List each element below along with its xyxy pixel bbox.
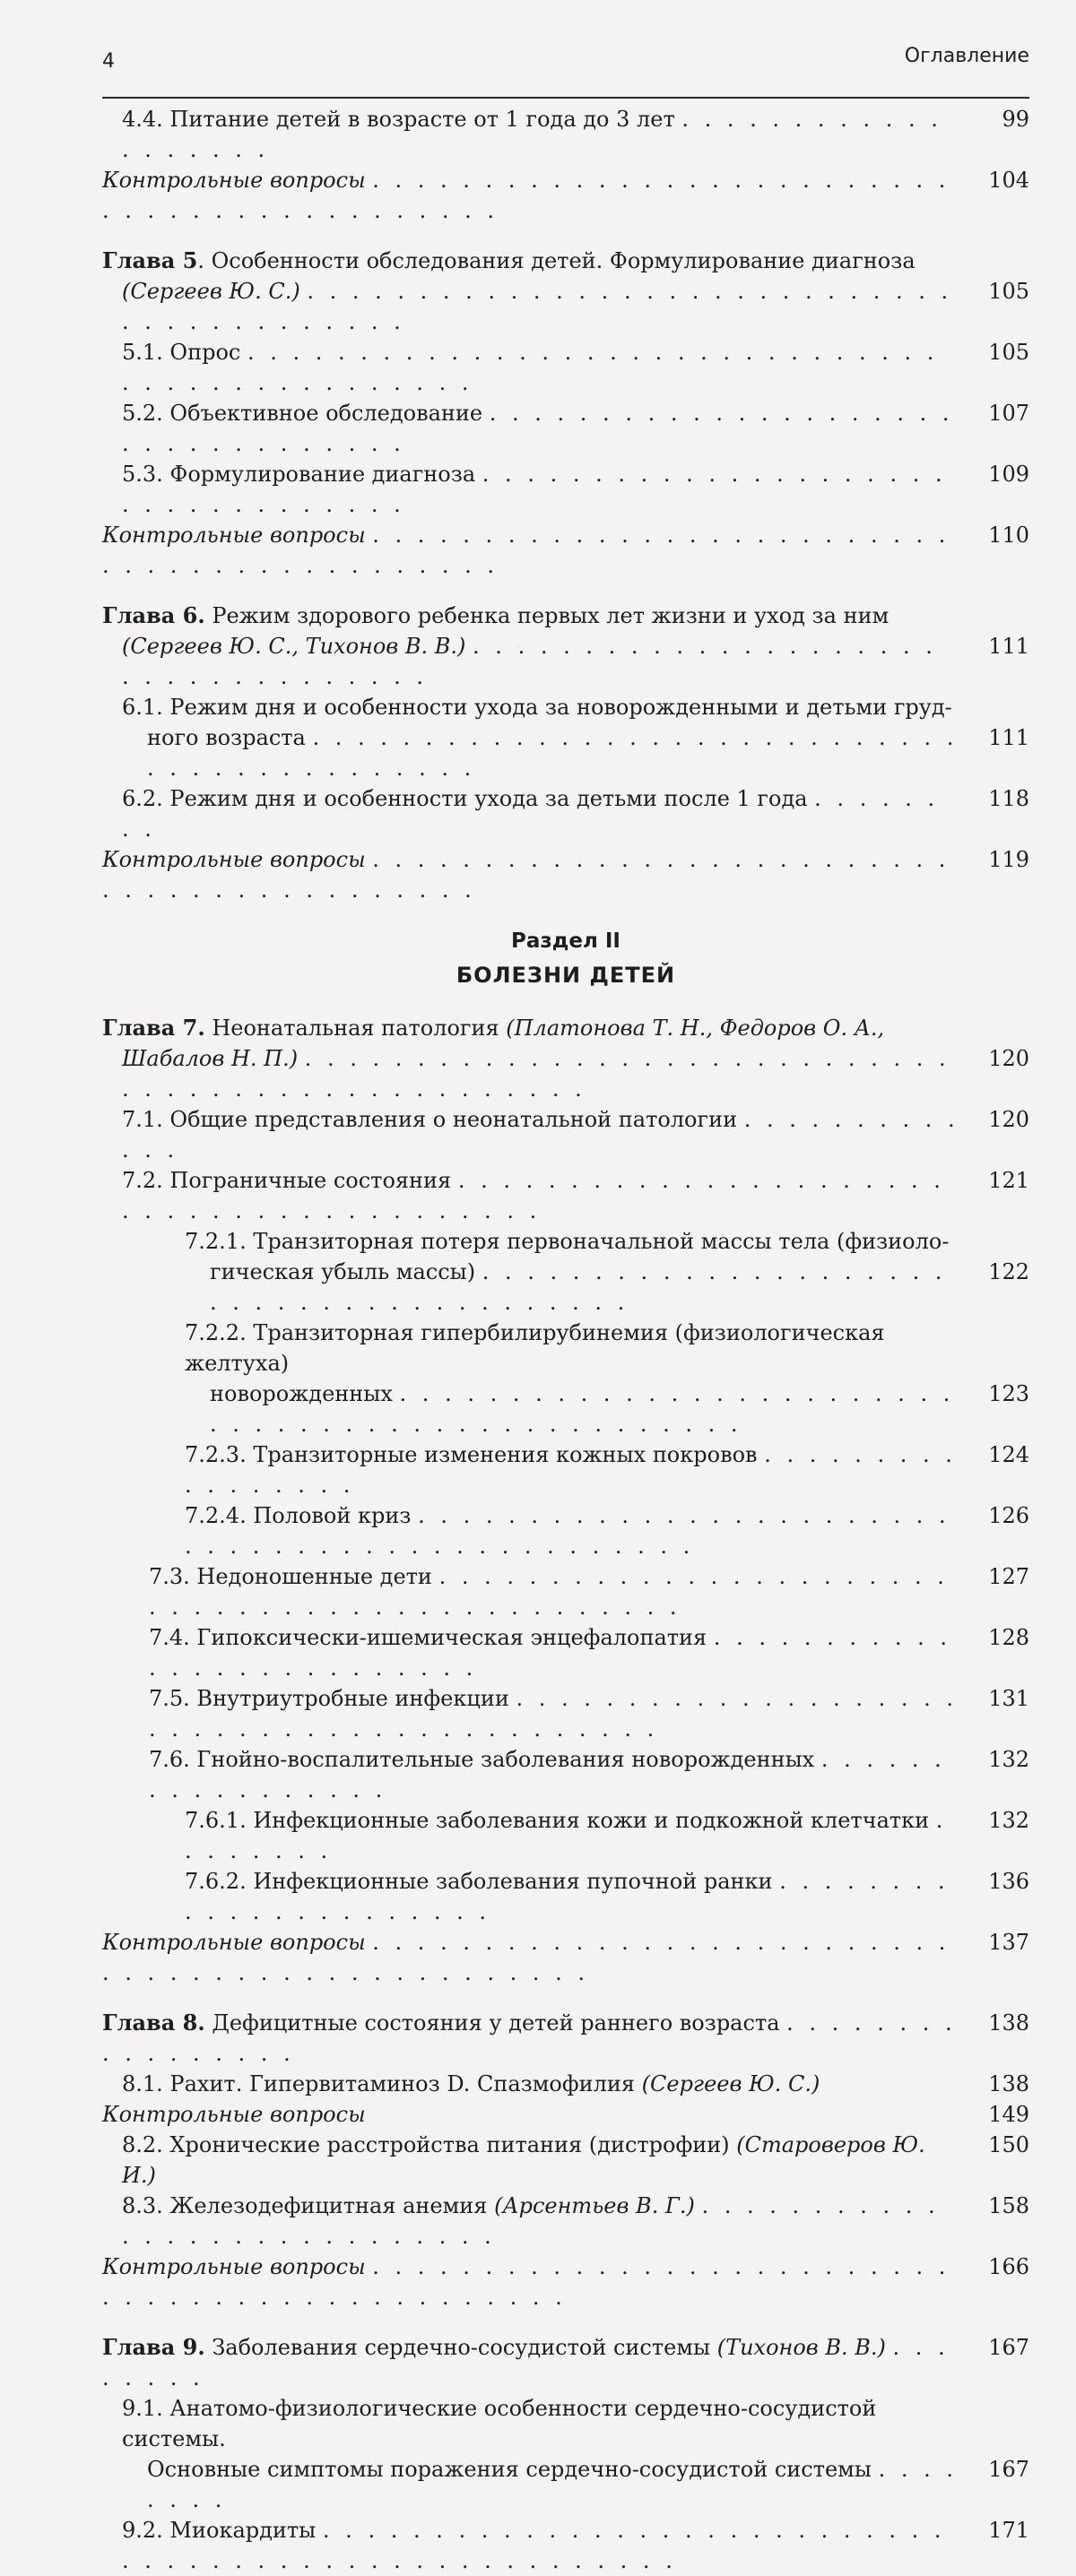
- leader-dots: . . . . . . . .: [102, 2335, 950, 2390]
- chapter-author: Шабалов Н. П.): [122, 1046, 299, 1071]
- leader-dots: . . . . . . . . . . . . . . . . . . . . . . . . . . . . . . . . . . .: [122, 634, 937, 689]
- leader-dots: . . . . . . . . . . . . . . . . . . . . . . . . . . . . . . . . . . . . . . . . . . . . . . . . . .: [122, 1046, 950, 1102]
- page-ref: 118: [988, 786, 1029, 811]
- review-questions: [102, 1927, 1029, 1988]
- page-ref: 149: [988, 2102, 1029, 2127]
- page-ref: 132: [988, 1808, 1029, 1833]
- leader-dots: . . . . . . . . . . . . . . . . . . . . . . . . . . . . . . . . . . . . . . . . . . . . . . . . .: [210, 1381, 955, 1437]
- page-ref: 122: [988, 1259, 1029, 1284]
- leader-dots: . . . . . . . . . . . . . . . . . . . . . . . . . . . . . . . . . . . . . . . . . . . . . . . . . . . . .: [122, 2518, 946, 2573]
- page-header: [102, 39, 1029, 99]
- questions-label: Контрольные вопросы: [102, 523, 366, 548]
- questions-label: Контрольные вопросы: [102, 168, 366, 193]
- chapter-author: (Тихонов В. В.): [716, 2335, 886, 2360]
- page-ref: 136: [988, 1869, 1029, 1894]
- leader-dots: . . . . . . . . . . . . . . . . .: [102, 2010, 957, 2066]
- page-ref: 128: [988, 1625, 1029, 1650]
- entry-title: 5.2. Объективное обследование: [122, 401, 483, 426]
- entry-title: 6.1. Режим дня и особенности ухода за новорожденными и детьми груд-: [122, 695, 952, 720]
- section-number: Раздел II: [511, 929, 620, 953]
- entry-title: 8.3. Железодефицитная анемия: [122, 2193, 495, 2218]
- toc-entry: [102, 1561, 1029, 1622]
- review-questions: [102, 2099, 1029, 2130]
- chapter-heading: [102, 1013, 1029, 1043]
- page-ref: 138: [988, 2071, 1029, 2096]
- leader-dots: . . . . . . . .: [185, 1808, 948, 1863]
- leader-dots: . . . . . . . . . . . . . . . . . . . . . . . . . . . . . . . . . . . . . . . . . . . . . . .: [102, 2254, 950, 2310]
- page-ref: 167: [988, 2457, 1029, 2482]
- chapter-label: Глава 5: [102, 247, 198, 273]
- entry-title: 9.2. Миокардиты: [122, 2518, 317, 2543]
- entry-title: 7.5. Внутриутробные инфекции: [149, 1686, 509, 1711]
- toc-entry-continuation: [102, 1379, 1029, 1439]
- page-ref: 131: [988, 1686, 1029, 1711]
- entry-title: 9.1. Анатомо-физиологические особенности сердечно-сосудистой системы.: [122, 2396, 877, 2451]
- questions-label: Контрольные вопросы: [102, 1930, 366, 1955]
- entry-title: 7.2. Пограничные состояния: [122, 1168, 452, 1193]
- leader-dots: . . . . . . . . . . . . . . . . . . .: [122, 107, 942, 162]
- page-ref: 127: [988, 1564, 1029, 1589]
- page-ref: 137: [988, 1930, 1029, 1955]
- toc-entry: [102, 1104, 1029, 1165]
- leader-dots: . . . . . . . . . . . . . . . . . . . . . . . . . . . . . . . . . . . . . . . . . . . . . . .: [149, 1564, 949, 1620]
- chapter-heading: [102, 601, 1029, 631]
- page-ref: 107: [988, 401, 1029, 426]
- toc-entry: [102, 1683, 1029, 1744]
- leader-dots: . . . . . . . . . . . . . . . . .: [185, 1442, 957, 1498]
- entry-title: 7.6. Гнойно-воспалительные заболевания новорожденных: [149, 1747, 815, 1772]
- page-ref: 111: [988, 634, 1029, 659]
- leader-dots: . . . . . . . . . . . . . . . . .: [149, 1747, 946, 1802]
- toc-entry: [102, 104, 1029, 165]
- leader-dots: . . . . . . . . . . . . .: [122, 1107, 959, 1163]
- leader-dots: . . . . . . . . . . . . . . . . . . . . . . . . . . . . . . . . . . . . . . . . . . . .: [102, 523, 950, 578]
- toc-entry: [102, 2393, 1029, 2454]
- leader-dots: . . . . . . . . . . . . . . . . . . . . . . . . . . . . . . . . . .: [122, 462, 947, 517]
- entry-title-cont: новорожденных: [210, 1381, 393, 1406]
- page-number: 4: [102, 50, 115, 73]
- page-ref: 105: [988, 340, 1029, 365]
- chapter-heading: [102, 2332, 1029, 2393]
- toc-entry: [102, 1622, 1029, 1683]
- leader-dots: . . . . . . . . . . . . . . . . . . . . . .: [185, 1869, 950, 1924]
- running-title: Оглавление: [904, 45, 1029, 67]
- entry-title: 6.2. Режим дня и особенности ухода за детьми после 1 года: [122, 786, 808, 811]
- leader-dots: . . . . . . . . . . . . . . . . . . . . . . . . . . . . . . . . . . . . . . . . . . . . . . . .: [102, 1930, 950, 1985]
- review-questions: [102, 844, 1029, 905]
- page-ref: 150: [988, 2132, 1029, 2157]
- entry-title: 7.4. Гипоксически-ишемическая энцефалопатия: [149, 1625, 707, 1650]
- page-ref: 158: [988, 2193, 1029, 2218]
- chapter-heading: [102, 246, 1029, 276]
- toc-entry: [102, 1744, 1029, 1805]
- leader-dots: . . . . . . . . . . . . . . . . . . . . . . . . . . . . . . . . . . . . . . . . . .: [122, 279, 953, 334]
- chapter-label: Глава 6.: [102, 602, 205, 628]
- page-ref: 105: [988, 279, 1029, 304]
- toc-entry: [102, 1805, 1029, 1866]
- chapter-author-line: [102, 276, 1029, 337]
- leader-dots: . . . . . . . . . . . . . . . . . . . . . . . . . . . . . . . . . . . . . . . .: [210, 1259, 947, 1315]
- toc-entry-continuation: [102, 722, 1029, 783]
- page-ref: 120: [988, 1046, 1029, 1071]
- toc-entry: [102, 1318, 1029, 1379]
- chapter-title: Неонатальная патология: [204, 1016, 507, 1041]
- review-questions: [102, 2252, 1029, 2312]
- leader-dots: . . . . . . . . . . . . . . . . . . . . . . . . . . . . . . . . . . . . . . . . . . . . . . .: [122, 340, 939, 395]
- entry-title: 7.2.1. Транзиторная потеря первоначальной массы тела (физиоло-: [185, 1229, 950, 1254]
- entry-title: 7.3. Недоношенные дети: [149, 1564, 432, 1589]
- entry-title: 7.1. Общие представления о неонатальной патологии: [122, 1107, 738, 1132]
- toc-entry: [102, 1866, 1029, 1927]
- entry-title: 7.2.2. Транзиторная гипербилирубинемия (физиологическая желтуха): [185, 1320, 885, 1376]
- leader-dots: . . . . . . . .: [122, 786, 940, 842]
- toc-entry: [102, 692, 1029, 722]
- leader-dots: . . . . . . . . . . . . . . . . . . . . . . . . . . . . . . . . . . . . . . . . . . . . . . .: [185, 1503, 950, 1559]
- page-ref: 99: [1002, 107, 1029, 132]
- page-ref: 138: [988, 2010, 1029, 2036]
- leader-dots: . . . . . . . . . . . . . . . . . . . . . . . . . . . . . . . . . .: [122, 401, 954, 456]
- entry-title: 8.2. Хронические расстройства питания (дистрофии): [122, 2132, 737, 2157]
- toc-entry: [102, 459, 1029, 520]
- entry-title-cont: Основные симптомы поражения сердечно-сосудистой системы: [147, 2457, 872, 2482]
- entry-title: 7.2.4. Половой криз: [185, 1503, 412, 1528]
- chapter-label: Глава 9.: [102, 2334, 205, 2360]
- toc-entry: [102, 2130, 1029, 2191]
- entry-author: (Староверов Ю. И.): [122, 2132, 925, 2188]
- toc-entry-continuation: [102, 1257, 1029, 1318]
- chapter-author-line: [102, 631, 1029, 692]
- page-ref: 124: [988, 1442, 1029, 1467]
- toc-entry: [102, 2191, 1029, 2252]
- entry-title-cont: ного возраста: [147, 725, 306, 750]
- page-ref: 167: [988, 2335, 1029, 2360]
- toc-entry: [102, 337, 1029, 398]
- questions-label: Контрольные вопросы: [102, 847, 366, 872]
- entry-title: 7.6.1. Инфекционные заболевания кожи и подкожной клетчатки: [185, 1808, 930, 1833]
- page-ref: 166: [988, 2254, 1029, 2279]
- chapter-heading: [102, 2008, 1029, 2069]
- entry-title: 7.6.2. Инфекционные заболевания пупочной ранки: [185, 1869, 773, 1894]
- page-ref: 171: [988, 2518, 1029, 2543]
- entry-author: (Сергеев Ю. С.): [641, 2071, 820, 2096]
- chapter-title: . Особенности обследования детей. Формулирование диагноза: [197, 248, 915, 273]
- leader-dots: . . . . . . . . . . . . . . . . . . . . . . . . . . . . . . . . . . . . . . . . . . . .: [147, 725, 959, 781]
- page-ref: 121: [988, 1168, 1029, 1193]
- toc-entry: [102, 1165, 1029, 1226]
- chapter-author: (Платонова Т. Н., Федоров О. А.,: [506, 1016, 885, 1041]
- entry-title: 7.2.3. Транзиторные изменения кожных покровов: [185, 1442, 758, 1467]
- chapter-label: Глава 8.: [102, 2010, 205, 2036]
- page-ref: 104: [988, 168, 1029, 193]
- toc-entry: [102, 1500, 1029, 1561]
- page-ref: 109: [988, 462, 1029, 487]
- chapter-author: (Сергеев Ю. С.): [122, 279, 300, 304]
- entry-title: 8.1. Рахит. Гипервитаминоз D. Спазмофилия: [122, 2071, 642, 2096]
- chapter-title: Дефицитные состояния у детей раннего возраста: [204, 2010, 780, 2036]
- leader-dots: . . . . . . . . . . . . . . . . . . . . . . . . . . . . . . . . . . . . . . . . .: [122, 1168, 945, 1223]
- leader-dots: . . . . . . . . . . . . . . . . . . . . . . . . . .: [149, 1625, 952, 1681]
- page-ref: 126: [988, 1503, 1029, 1528]
- page-ref: 123: [988, 1381, 1029, 1406]
- chapter-title: Режим здорового ребенка первых лет жизни и уход за ним: [204, 603, 889, 628]
- questions-label: Контрольные вопросы: [102, 2254, 366, 2279]
- page-ref: 132: [988, 1747, 1029, 1772]
- section-title: БОЛЕЗНИ ДЕТЕЙ: [456, 963, 676, 988]
- entry-title: 5.3. Формулирование диагноза: [122, 462, 476, 487]
- chapter-author-line: [102, 1043, 1029, 1104]
- entry-title: 4.4. Питание детей в возрасте от 1 года до 3 лет: [122, 107, 675, 132]
- review-questions: [102, 520, 1029, 581]
- toc-entry-continuation: [102, 2454, 1029, 2515]
- entry-author: (Арсентьев В. Г.): [494, 2193, 695, 2218]
- leader-dots: . . . . . . . . . . . . . . . . . . . . . . . . . . . . . . . . . . . . . . . . . . . .: [102, 168, 950, 223]
- entry-title: 5.1. Опрос: [122, 340, 241, 365]
- toc-entry: [102, 783, 1029, 844]
- questions-label: Контрольные вопросы: [102, 2102, 366, 2127]
- entry-title-cont: гическая убыль массы): [210, 1259, 476, 1284]
- leader-dots: . . . . . . . . . . . . . . . . . . . . . . . . . . . . . . . . . . . . . . . . . . .: [102, 847, 950, 903]
- toc-entry: [102, 2515, 1029, 2576]
- leader-dots: . . . . . . . . . . . . . . . . . . . . . . . . . . . . . . . . . . . . . . . . . . .: [149, 1686, 958, 1742]
- chapter-title: Заболевания сердечно-сосудистой системы: [204, 2335, 717, 2360]
- toc-entry: [102, 2069, 1029, 2099]
- leader-dots: . . . . . . . . . . . . . . . . . . . . . . . . . . . .: [122, 2193, 940, 2249]
- toc-entry: [102, 1226, 1029, 1257]
- table-of-contents: [102, 104, 1029, 2576]
- leader-dots: . . . . . . . .: [147, 2457, 958, 2512]
- chapter-author: (Сергеев Ю. С., Тихонов В. В.): [122, 634, 466, 659]
- page-ref: 111: [988, 725, 1029, 750]
- page-ref: 120: [988, 1107, 1029, 1132]
- toc-entry: [102, 1439, 1029, 1500]
- page-ref: 119: [988, 847, 1029, 872]
- chapter-label: Глава 7.: [102, 1015, 205, 1041]
- page-ref: 110: [988, 523, 1029, 548]
- toc-entry: [102, 398, 1029, 459]
- review-questions: [102, 165, 1029, 226]
